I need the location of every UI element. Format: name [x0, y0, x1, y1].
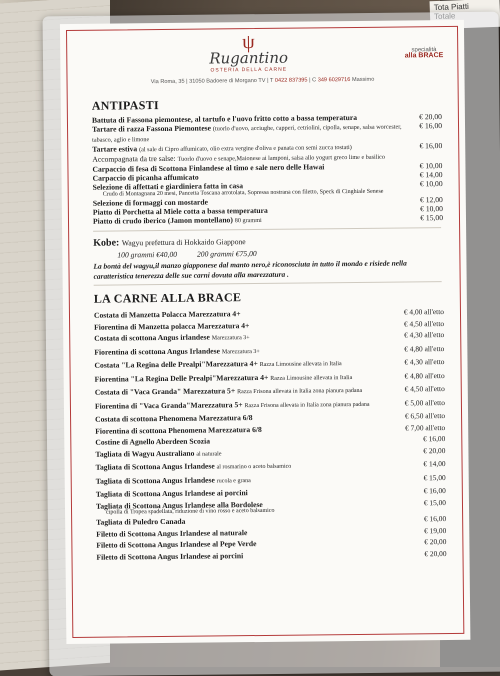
menu-item-name: Costata di Manzetta Polacca Marezzatura 4+ [93, 309, 241, 320]
menu-item-description: al naturale [196, 450, 222, 458]
bordolese-description: cipolla di Tropea spadellata, riduzione di vino rosso e aceto balsamico [106, 507, 275, 516]
menu-item-name: Costine di Agnello Aberdeen Scozia [95, 436, 211, 447]
kobe-price-200: 200 grammi €75,00 [196, 249, 257, 259]
divider [93, 227, 441, 232]
menu-item-price: € 20,00 [423, 445, 446, 455]
menu-item-price: € 15,00 [423, 472, 446, 482]
menu-item-price: € 15,00 [420, 213, 444, 223]
menu-item-price: € 16,00 [423, 486, 446, 496]
menu-item-price: € 19,00 [424, 525, 447, 535]
mobile-label: C [312, 77, 317, 84]
menu-item-name: Tagliata di Scottona Angus Irlandese [95, 461, 215, 472]
menu-item-price: € 16,00 [423, 514, 447, 524]
menu-item-price: € 5,00 all'etto [404, 397, 445, 407]
menu-item-price: € 10,00 [419, 179, 443, 189]
logo-name: Rugantino [209, 48, 289, 68]
menu-item-name: Costata "La Regina delle Prealpi"Marezzatura 4+ [94, 359, 258, 370]
contact-name: Massimo [351, 76, 375, 84]
menu-item-name: Costata di "Vaca Granda" Marezzatura 5+ [94, 386, 236, 397]
kobe-price-100: 100 grammi €40,00 [117, 249, 178, 260]
menu-item-name: Filetto di Scottona Angus Irlandese ai porcini [96, 550, 244, 562]
menu-item-price: € 4,30 all'etto [404, 357, 445, 367]
spec-line1: specialità [411, 47, 437, 54]
menu-header [67, 27, 458, 91]
menu-item-name: Tartare di razza Fassona Piemontese [91, 123, 212, 134]
menu-item-price: € 14,00 [419, 170, 443, 180]
menu-item-name: Fiorentina di scottona Angus Irlandese [94, 345, 221, 357]
menu-item-description: (al sale di Cipro affumicato, olio extra vergine d'oliva e panata con semi zucca tostati) [139, 144, 352, 154]
menu-item-price: € 4,50 all'etto [404, 384, 445, 394]
menu-item-price: € 16,00 [423, 434, 446, 444]
menu-page [66, 26, 464, 638]
restaurant-logo [209, 33, 288, 74]
menu-item-name: Fiorentina "La Regina Delle Prealpi"Marezzatura 4+ [94, 372, 269, 384]
menu-item-description: Razza Limousine allevata in Italia [270, 374, 353, 382]
menu-item-name: Fiorentina di scottona Phenomena Marezzatura 6/8 [95, 424, 262, 436]
menu-item-description: Razza Frisona allevata in Italia zona pianura padana [244, 401, 370, 409]
menu-item-price: € 10,00 [420, 204, 443, 214]
menu-item-name: Selezione di formaggi con mostarde [92, 197, 209, 208]
menu-item-price: € 16,00 [419, 141, 443, 151]
menu-item-name: Costata di scottona Phenomena Marezzatura 6/8 [95, 413, 253, 424]
mobile: 349 6029716 [317, 77, 351, 84]
specialty-badge [405, 47, 444, 59]
menu-item-description: Razza Frisona allevata in Italia zona pianura padana [237, 387, 363, 396]
menu-item-description: Marezzatura 3+ [211, 335, 250, 342]
menu-item-price: € 10,00 [419, 161, 443, 171]
menu-item-price: € 4,80 all'etto [404, 370, 445, 380]
kobe-description: Wagyu prefettura di Hokkaido Giappone [121, 237, 246, 248]
antipasti-section [68, 95, 459, 227]
menu-item-price: € 15,00 [423, 497, 447, 507]
carne-section [70, 288, 463, 563]
menu-item-description: (tuorlo d'uovo, acciughe, capperi, cetriolini, cipolla, senape, salsa worcester, tabasco, aglio e limone [92, 123, 402, 144]
menu-item-name: Selezione di affettati e giardiniera fatta in casa [92, 181, 244, 192]
menu-item-price: € 7,00 all'etto [404, 422, 446, 432]
menu-item-description: al rosmarino o aceto balsamico [216, 463, 292, 471]
menu-item-name: Tartare estiva [92, 144, 138, 154]
menu-item-price: € 4,80 all'etto [404, 343, 445, 353]
menu-item-price: € 4,30 all'etto [404, 330, 445, 340]
phone: 0422 837395 [274, 77, 308, 84]
menu-item-description: Tuorlo d'uovo e senape,Maionese ai lamponi, salsa allo yogurt greco lime e basilico [177, 153, 386, 163]
menu-item-name: Tagliata di Scottona Angus Irlandese ai porcini [95, 488, 248, 499]
menu-item-price: € 20,00 [419, 112, 442, 122]
section-title: LA CARNE ALLA BRACE [93, 290, 242, 306]
menu-item-price: € 6,50 all'etto [404, 411, 446, 421]
carne-list [70, 306, 462, 512]
menu-item-name: Carpaccio di fesa di Scottona Finlandese al timo e sale nero delle Hawai [92, 162, 325, 174]
kobe-note: La bontà del wagyu,il manzo giapponese dal manto nero,è riconosciuta in tutto il mondo e risiede nella caratteristica tenerezza delle sue carni dovuta alla marezzatura . [93, 258, 407, 281]
kobe-section [69, 234, 459, 281]
menu-item-price: € 4,50 all'etto [403, 318, 445, 328]
menu-item-price: € 4,00 all'etto [403, 307, 445, 317]
section-title: ANTIPASTI [91, 98, 160, 113]
address-line: Via Roma, 35 | 31050 Badoere di Morgano TV | T 0422 837395 | C 349 6029716 Massimo [150, 76, 375, 86]
menu-item-name: Tagliata di Wagyu Australiano [95, 448, 195, 459]
menu-item-name: Battuta di Fassona piemontese, al tartufo e l'uovo fritto cotto a bassa temperatura [91, 112, 358, 125]
kobe-title: Kobe: [93, 237, 120, 249]
menu-item-name: Piatto di crudo iberico (Jamon montellano) [92, 215, 233, 226]
menu-item-price: € 20,00 [424, 537, 447, 547]
flame-icon: ψ [242, 31, 255, 54]
receipt-line: Tota Piatti [433, 1, 470, 13]
antipasti-list [68, 112, 459, 192]
menu-item-price: € 16,00 [419, 121, 443, 131]
menu-item-price: € 12,00 [419, 195, 443, 205]
menu-item-name: Filetto di Scottona Angus Irlandese al naturale [96, 527, 248, 539]
menu-item-name: Tagliata di Puledro Canada [96, 516, 186, 527]
divider [94, 281, 442, 286]
logo-subtitle: OSTERIA DELLA CARNE [210, 66, 288, 74]
selezione-description: Crudo di Montagnana 20 mesi, Pancetta Toscana arrotolata, Sopressa nostrana con filetto, Speck di Cinghiale Senese [102, 188, 384, 198]
address-text: Via Roma, 35 | 31050 Badoere di Morgano TV | T [150, 77, 274, 86]
menu-item-description: 80 grammi [234, 216, 262, 225]
antipasti-list-2 [69, 195, 459, 227]
spec-line2: alla BRACE [404, 52, 444, 60]
carne-list-2 [72, 513, 462, 563]
menu-item-name: Carpaccio di picanha affumicato [92, 172, 199, 183]
menu-item-name: Tagliata di Scottona Angus Irlandese [95, 474, 215, 486]
menu-item-price: € 14,00 [423, 459, 446, 469]
menu-item-name: Accompagnata da tre salse: [92, 153, 176, 164]
menu-item-description: Razza Limousine allevata in Italia [259, 361, 342, 368]
menu-item-price: € 20,00 [424, 548, 447, 558]
menu-item-description: Marezzatura 3+ [221, 348, 260, 355]
menu-item-name: Filetto di Scottona Angus Irlandese al Pepe Verde [96, 539, 257, 550]
menu-item-description: rucola e grana [216, 477, 251, 484]
menu-item-name: Fiorentina di Manzetta polacca Marezzatura 4+ [94, 320, 250, 332]
menu-item-name: Costata di scottona Angus irlandese [94, 332, 210, 343]
menu-item-name: Piatto di Porchetta al Miele cotta a bassa temperatura [92, 205, 268, 217]
menu-item-name: Fiorentina di "Vaca Granda"Marezzatura 5+ [94, 399, 243, 411]
menu-item-name: Tagliata di Scottona Angus Irlandese alla Bordolese [95, 499, 263, 511]
